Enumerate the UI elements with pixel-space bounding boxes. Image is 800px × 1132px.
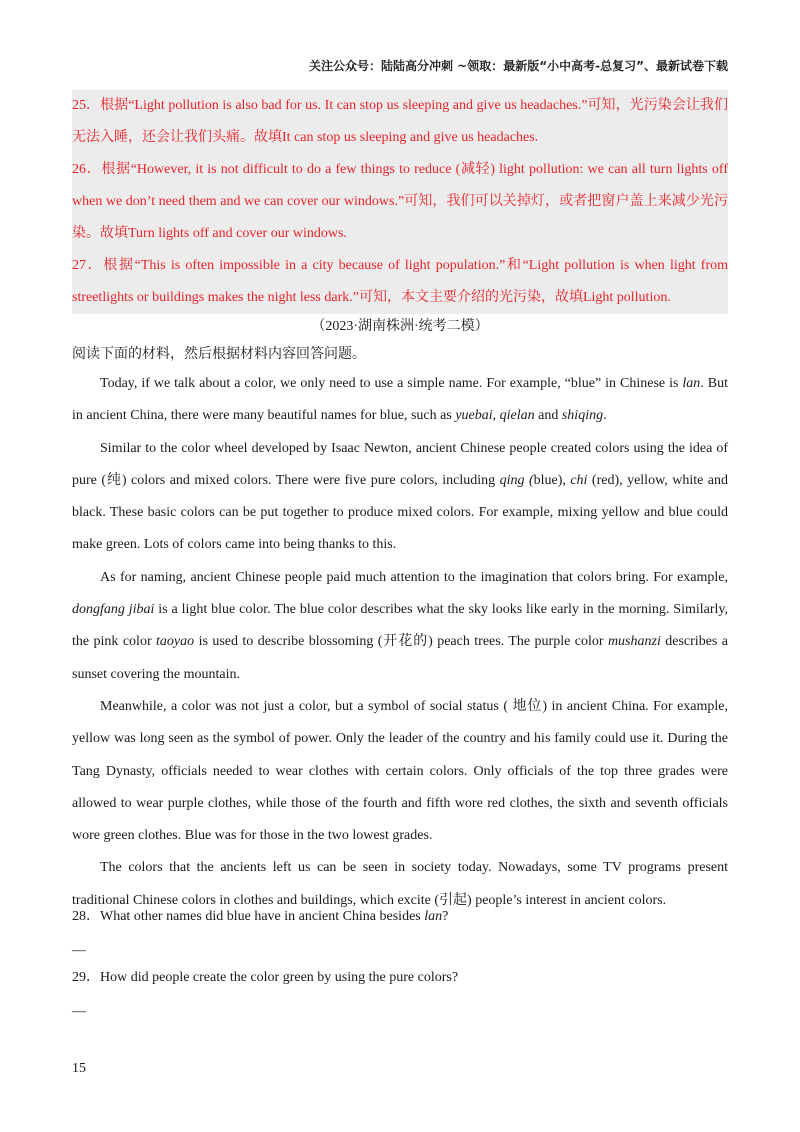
reading-instruction: 阅读下面的材料，然后根据材料内容回答问题。 [72, 347, 366, 362]
answer-25: 25．根据“Light pollution is also bad for us. It can stop us sleeping and give us headaches.”可知，光污染会让我们无法入睡，还会让我们头痛。故填It can stop us sleeping and give us headaches. [72, 98, 728, 145]
question-28: 28．What other names did blue have in ancient China besides lan? [72, 909, 449, 924]
answer-explanations [72, 90, 728, 314]
passage-paragraph-4: Meanwhile, a color was not just a color, but a symbol of social status ( 地位) in ancient China. For example, yellow was long seen as the symbol of power. Only the leader of the country and his family could use it. During the Tang Dynasty, officials needed to wear clothes with certain colors. Only officials of the top three grades were allowed to wear purple clothes, while those of the fourth and fifth wore red clothes, the sixth and seventh officials wore green clothes. Blue was for those in the two lowest grades. [72, 698, 728, 844]
exam-source: （2023·湖南株洲·统考二模） [311, 319, 489, 334]
passage-paragraph-2: Similar to the color wheel developed by Isaac Newton, ancient Chinese people created colors using the idea of pure (纯) colors and mixed colors. There were five pure colors, including qing (blue), chi (red), yellow, white and black. These basic colors can be put together to produce mixed colors. For example, mixing yellow and blue could make green. Lots of colors came into being thanks to this. [72, 440, 728, 553]
page-number: 15 [72, 1061, 86, 1076]
answer-blank-29[interactable]: — [72, 1004, 86, 1019]
question-29: 29．How did people create the color green by using the pure colors? [72, 970, 459, 985]
answer-blank-28[interactable]: — [72, 943, 86, 958]
page-header: 关注公众号：陆陆高分冲刺 ~领取：最新版“小中高考-总复习”、最新试卷下载 [309, 59, 728, 73]
passage-paragraph-5: The colors that the ancients left us can be seen in society today. Nowadays, some TV programs present traditional Chinese colors in clothes and buildings, which excite (引起) people’s interest in ancient colors. [72, 860, 728, 908]
reading-passage [72, 368, 728, 917]
answer-27: 27．根据“This is often impossible in a city because of light population.”和“Light pollution is when light from streetlights or buildings makes the night less dark.”可知，本文主要介绍的光污染，故填Light pollution. [72, 258, 728, 305]
passage-paragraph-1: Today, if we talk about a color, we only need to use a simple name. For example, “blue” in Chinese is lan. But in ancient China, there were many beautiful names for blue, such as yuebai, qielan and shiqing. [72, 376, 728, 424]
passage-paragraph-3: As for naming, ancient Chinese people paid much attention to the imagination that colors bring. For example, dongfang jibai is a light blue color. The blue color describes what the sky looks like early in the morning. Similarly, the pink color taoyao is used to describe blossoming (开花的) peach trees. The purple color mushanzi describes a sunset covering the mountain. [72, 569, 728, 682]
answer-26: 26．根据“However, it is not difficult to do a few things to reduce (减轻) light pollution: we can all turn lights off when we don’t need them and we can cover our windows.”可知，我们可以关掉灯，或者把窗户盖上来减少光污染。故填Turn lights off and cover our windows. [72, 162, 728, 241]
